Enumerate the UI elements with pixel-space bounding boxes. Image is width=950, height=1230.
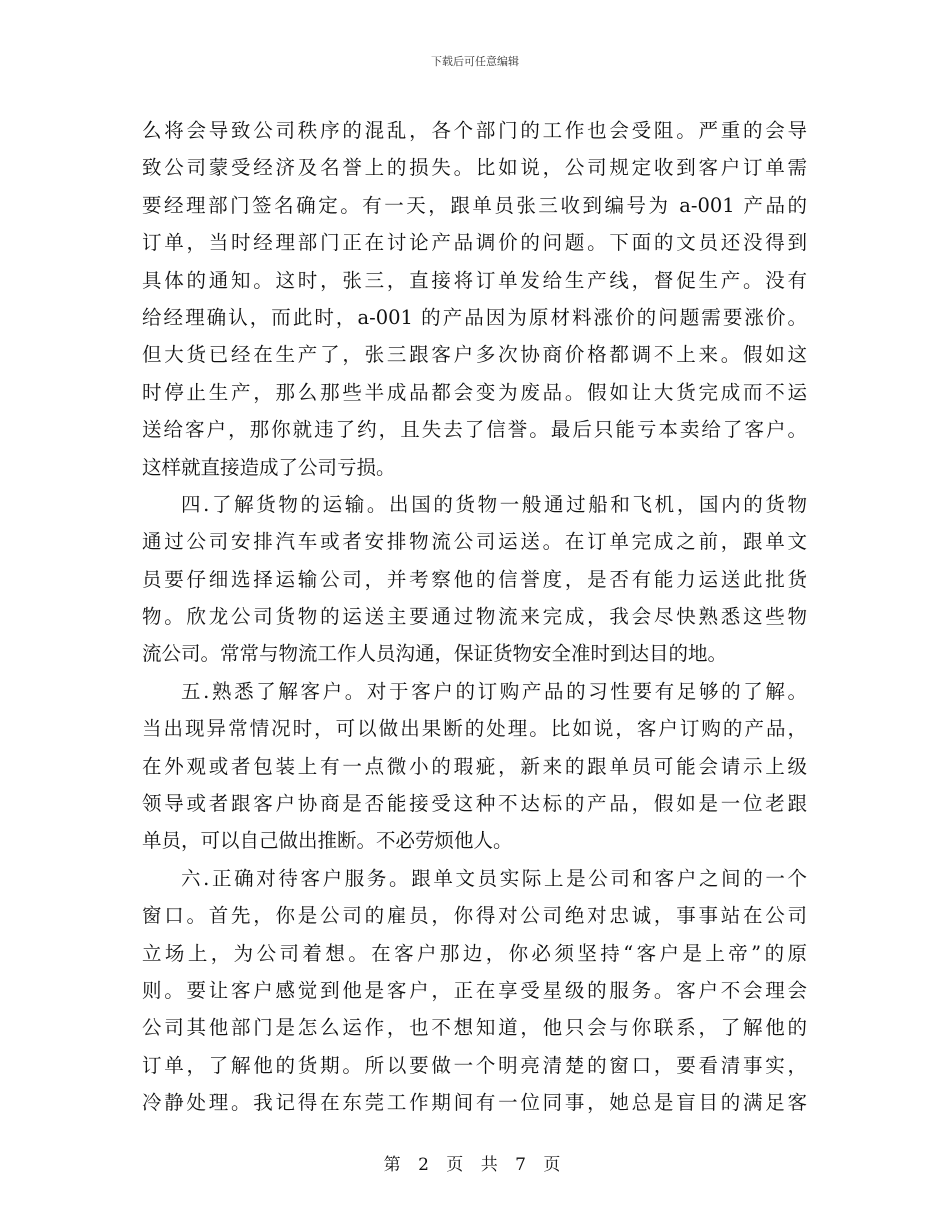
- text-line: 具体的通知。这时，张三，直接将订单发给生产线，督促生产。没有: [142, 268, 807, 292]
- text-line: 给经理确认，而此时，a-001 的产品因为原材料涨价的问题需要涨价。: [142, 305, 807, 329]
- text-line: 立场上，为公司着想。在客户那边，你必须坚持“客户是上帝”的原: [142, 941, 807, 965]
- text-line: 但大货已经在生产了，张三跟客户多次协商价格都调不上来。假如这: [142, 343, 807, 367]
- text-line: 这样就直接造成了公司亏损。: [142, 455, 396, 479]
- text-line: 在外观或者包装上有一点微小的瑕疵，新来的跟单员可能会请示上级: [142, 754, 807, 778]
- text-line: 冷静处理。我记得在东莞工作期间有一位同事，她总是盲目的满足客: [142, 1091, 807, 1115]
- text-line: 么将会导致公司秩序的混乱，各个部门的工作也会受阻。严重的会导: [142, 119, 807, 142]
- text-line: 要经理部门签名确定。有一天，跟单员张三收到编号为 a-001 产品的: [142, 193, 807, 217]
- text-line: 五.熟悉了解客户。对于客户的订购产品的习性要有足够的了解。: [181, 679, 807, 703]
- text-line: 订单，了解他的货期。所以要做一个明亮清楚的窗口，要看清事实，: [142, 1053, 807, 1077]
- text-line: 公司其他部门是怎么运作，也不想知道，他只会与你联系，了解他的: [142, 1016, 807, 1040]
- text-line: 送给客户，那你就违了约，且失去了信誉。最后只能亏本卖给了客户。: [142, 418, 807, 442]
- text-line: 四.了解货物的运输。出国的货物一般通过船和飞机，国内的货物: [181, 492, 807, 516]
- text-line: 则。要让客户感觉到他是客户，正在享受星级的服务。客户不会理会: [142, 978, 807, 1002]
- text-line: 致公司蒙受经济及名誉上的损失。比如说，公司规定收到客户订单需: [142, 156, 807, 180]
- text-line: 窗口。首先，你是公司的雇员，你得对公司绝对忠诚，事事站在公司: [142, 904, 807, 928]
- text-line: 当出现异常情况时，可以做出果断的处理。比如说，客户订购的产品，: [142, 717, 807, 741]
- page-header: 下载后可任意编辑: [431, 55, 519, 68]
- text-line: 领导或者跟客户协商是否能接受这种不达标的产品，假如是一位老跟: [142, 792, 807, 816]
- text-line: 物。欣龙公司货物的运送主要通过物流来完成，我会尽快熟悉这些物: [142, 605, 807, 629]
- text-line: 员要仔细选择运输公司，并考察他的信誉度，是否有能力运送此批货: [142, 567, 807, 591]
- text-line: 订单，当时经理部门正在讨论产品调价的问题。下面的文员还没得到: [142, 231, 807, 255]
- text-line: 时停止生产，那么那些半成品都会变为废品。假如让大货完成而不运: [142, 380, 807, 404]
- document-body: [142, 112, 807, 1122]
- page-footer: 第 2 页 共 7 页: [383, 1155, 567, 1175]
- text-line: 通过公司安排汽车或者安排物流公司运送。在订单完成之前，跟单文: [142, 530, 807, 554]
- text-line: 单员，可以自己做出推断。不必劳烦他人。: [142, 829, 513, 853]
- text-line: 六.正确对待客户服务。跟单文员实际上是公司和客户之间的一个: [181, 866, 807, 890]
- text-line: 流公司。常常与物流工作人员沟通，保证货物安全准时到达目的地。: [142, 642, 728, 666]
